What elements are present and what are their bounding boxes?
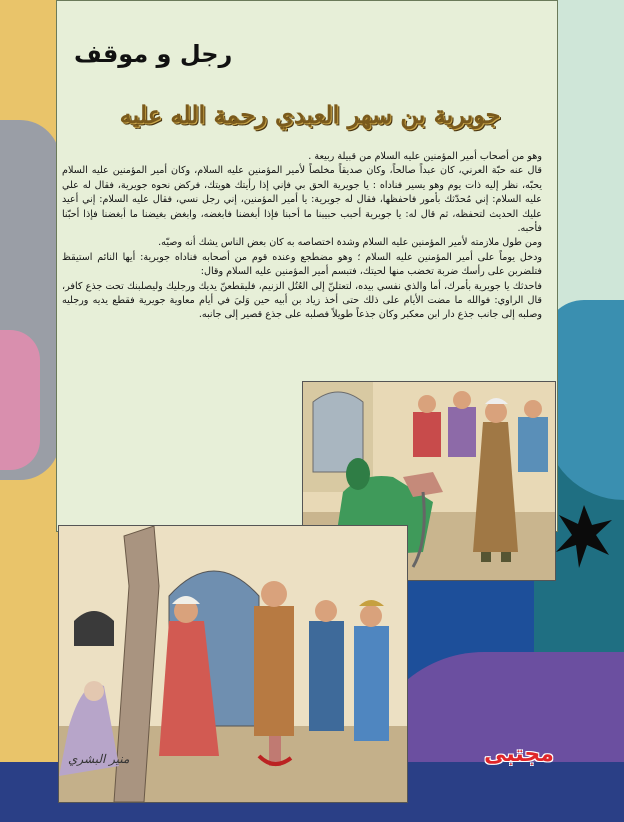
article-title: جويرية بن سهر العبدي رحمة الله عليه [119, 100, 501, 129]
article-body [62, 150, 542, 323]
magazine-logo: مجتبى [484, 742, 554, 767]
artist-signature: منير البشري [68, 752, 130, 766]
ink-splat-decoration [554, 500, 614, 570]
section-title: رجل و موقف [74, 40, 233, 68]
background-shape-pink [0, 330, 40, 470]
paragraph: فاحدثك يا جويرية بأمرك، أما والذي نفسي بيده، لتعتلنّ إلى العُتُل الزنيم، فليقطعنّ يديك ورجليك وليصلبنك تحت جذع كافر، قال الراوي: فوالله ما مضت الأيام على ذلك حتى أخذ زياد بن أبيه حين وَليَ في أيام معاوية جويرية فقطع يديه ورجليه وصلبه إلى جانب جذع دار ابن معكبر وكان جذعاً طويلاً فصلبه على جذع قصير إلى جانبه. [62, 280, 542, 321]
paragraph: ودخل يوماً على أمير المؤمنين عليه السلام ؛ وهو مضطجع وعنده قوم من أصحابه فناداه جويرية: أيها النائم استيقظ فتلضربن على رأسك ضربة تخضب منها لحيتك، فتبسم أمير المؤمنين عليه السلام وقال: [62, 251, 542, 278]
background-shape-mint [554, 0, 624, 330]
paragraph: ومن طول ملازمته لأمير المؤمنين عليه السلام وشدة اختصاصه به كان بعض الناس يشك أنه وصيّه. [158, 237, 542, 249]
paragraph: قال عنه حبّة العرني، كان عبداً صالحاً، وكان صديقاً مخلصاً لأمير المؤمنين عليه السلام، وكان أمير المؤمنين عليه السلام يحبّه، نظر إليه ذات يوم وهو يسير فناداه : يا جويرية الحق بي فإني إذا رأيتك هويتك، فركض نحوه جويرية، فقال له علي عليه السلام: إني مُحدّثك بأمور فاحفظها، فقال له جويرية: يا أمير المؤمنين، إني رجل نسي، فقال عليه السلام: إني أعيد عليك الحديث لتحفظه، ثم قال له: يا جويرية أحبب حبيبنا ما أحبنا فإذا أبغضنا فابغضه، وابغض بغيضنا ما أبغضنا فإذا أحبّنا فأحبه. [62, 165, 542, 235]
paragraph: وهو من أصحاب أمير المؤمنين عليه السلام من قبيلة ربيعة . [308, 151, 542, 162]
